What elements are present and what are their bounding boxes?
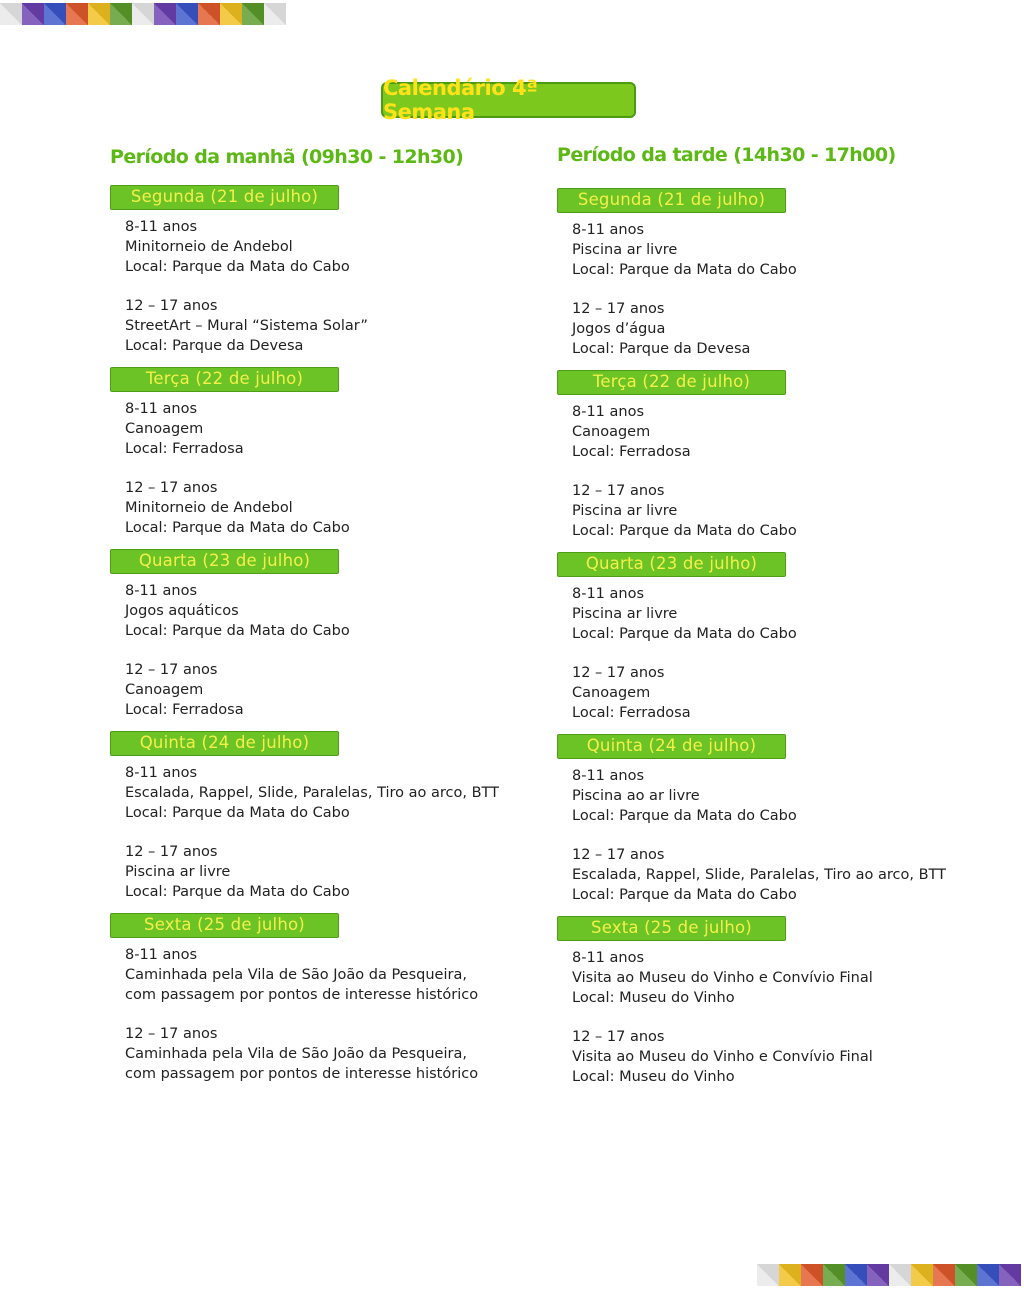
activity-entry: [572, 299, 997, 359]
day-badge: Quinta (24 de julho): [110, 731, 339, 756]
strip-tile: [823, 1264, 845, 1286]
day-entries: [557, 395, 997, 541]
activity-description: Visita ao Museu do Vinho e Convívio Final: [572, 970, 873, 986]
age-group: 8-11 anos: [125, 219, 198, 235]
day-section: [557, 916, 997, 1087]
strip-tile: [889, 1264, 911, 1286]
page-title: Calendário 4ª Semana: [381, 82, 636, 118]
day-badge: Sexta (25 de julho): [557, 916, 786, 941]
day-entries: [110, 210, 530, 356]
day-badge: Sexta (25 de julho): [110, 913, 339, 938]
strip-tile: [22, 3, 44, 25]
activity-description: Canoagem: [125, 682, 204, 698]
activity-location: Local: Parque da Mata do Cabo: [572, 523, 797, 539]
activity-location: Local: Parque da Mata do Cabo: [125, 520, 350, 536]
day-badge: Quinta (24 de julho): [557, 734, 786, 759]
strip-tile: [220, 3, 242, 25]
day-badge: Quarta (23 de julho): [110, 549, 339, 574]
activity-entry: [125, 399, 530, 459]
day-section: [110, 731, 530, 902]
age-group: 12 – 17 anos: [572, 1029, 665, 1045]
strip-tile: [44, 3, 66, 25]
activity-location: Local: Ferradosa: [125, 702, 244, 718]
strip-tile: [198, 3, 220, 25]
strip-tile: [176, 3, 198, 25]
activity-description: Escalada, Rappel, Slide, Paralelas, Tiro ao arco, BTT: [572, 867, 947, 883]
activity-description: Minitorneio de Andebol: [125, 239, 293, 255]
day-badge: Segunda (21 de julho): [110, 185, 339, 210]
age-group: 8-11 anos: [125, 401, 198, 417]
day-entries: [557, 941, 997, 1087]
activity-entry: [572, 481, 997, 541]
day-section: [557, 370, 997, 541]
age-group: 12 – 17 anos: [125, 662, 218, 678]
activity-description: Jogos aquáticos: [125, 603, 239, 619]
age-group: 8-11 anos: [572, 950, 645, 966]
activity-entry: [125, 478, 530, 538]
day-entries: [110, 392, 530, 538]
activity-description: Canoagem: [125, 421, 204, 437]
day-entries: [110, 756, 530, 902]
activity-entry: [125, 660, 530, 720]
strip-tile: [154, 3, 176, 25]
activity-description: Jogos d’água: [572, 321, 666, 337]
day-entries: [557, 213, 997, 359]
strip-tile: [132, 3, 154, 25]
activity-location: Local: Ferradosa: [572, 444, 691, 460]
activity-location: Local: Ferradosa: [125, 441, 244, 457]
age-group: 8-11 anos: [572, 222, 645, 238]
day-entries: [110, 574, 530, 720]
activity-description: Canoagem: [572, 685, 651, 701]
activity-description: Piscina ar livre: [125, 864, 231, 880]
activity-entry: [125, 581, 530, 641]
age-group: 12 – 17 anos: [125, 480, 218, 496]
activity-entry: [125, 217, 530, 277]
decorative-strip-bottom: [757, 1264, 1021, 1286]
activity-location: Local: Parque da Mata do Cabo: [572, 808, 797, 824]
day-badge: Terça (22 de julho): [557, 370, 786, 395]
activity-description: StreetArt – Mural “Sistema Solar”: [125, 318, 368, 334]
day-badge: Quarta (23 de julho): [557, 552, 786, 577]
day-section: [110, 367, 530, 538]
activity-location: Local: Parque da Mata do Cabo: [125, 259, 350, 275]
strip-tile: [933, 1264, 955, 1286]
activity-description: com passagem por pontos de interesse histórico: [125, 987, 479, 1003]
activity-location: Local: Museu do Vinho: [572, 1069, 735, 1085]
activity-location: Local: Museu do Vinho: [572, 990, 735, 1006]
activity-location: Local: Parque da Mata do Cabo: [125, 623, 350, 639]
activity-entry: [572, 402, 997, 462]
activity-location: Local: Parque da Mata do Cabo: [572, 626, 797, 642]
morning-period-heading: Período da manhã (09h30 - 12h30): [110, 146, 464, 168]
age-group: 8-11 anos: [125, 765, 198, 781]
activity-entry: [572, 766, 997, 826]
activity-entry: [572, 845, 997, 905]
age-group: 12 – 17 anos: [125, 298, 218, 314]
strip-tile: [955, 1264, 977, 1286]
strip-tile: [264, 3, 286, 25]
activity-description: com passagem por pontos de interesse histórico: [125, 1066, 479, 1082]
activity-location: Local: Parque da Devesa: [125, 338, 304, 354]
strip-tile: [242, 3, 264, 25]
activity-description: Minitorneio de Andebol: [125, 500, 293, 516]
afternoon-schedule-column: [557, 188, 997, 1098]
day-section: [110, 549, 530, 720]
activity-description: Piscina ar livre: [572, 606, 678, 622]
strip-tile: [110, 3, 132, 25]
morning-schedule-column: [110, 185, 530, 1095]
age-group: 12 – 17 anos: [125, 1026, 218, 1042]
age-group: 8-11 anos: [572, 404, 645, 420]
age-group: 12 – 17 anos: [572, 847, 665, 863]
age-group: 8-11 anos: [125, 947, 198, 963]
strip-tile: [867, 1264, 889, 1286]
activity-entry: [572, 584, 997, 644]
day-section: [557, 734, 997, 905]
activity-entry: [572, 948, 997, 1008]
day-section: [557, 552, 997, 723]
day-section: [557, 188, 997, 359]
day-entries: [557, 759, 997, 905]
activity-location: Local: Ferradosa: [572, 705, 691, 721]
age-group: 12 – 17 anos: [125, 844, 218, 860]
day-badge: Segunda (21 de julho): [557, 188, 786, 213]
activity-entry: [125, 1024, 530, 1084]
activity-description: Visita ao Museu do Vinho e Convívio Final: [572, 1049, 873, 1065]
day-badge: Terça (22 de julho): [110, 367, 339, 392]
activity-entry: [125, 945, 530, 1005]
day-section: [110, 913, 530, 1084]
age-group: 12 – 17 anos: [572, 665, 665, 681]
activity-description: Caminhada pela Vila de São João da Pesqueira,: [125, 1046, 467, 1062]
age-group: 8-11 anos: [572, 768, 645, 784]
strip-tile: [911, 1264, 933, 1286]
age-group: 8-11 anos: [572, 586, 645, 602]
activity-entry: [572, 1027, 997, 1087]
strip-tile: [999, 1264, 1021, 1286]
age-group: 12 – 17 anos: [572, 301, 665, 317]
activity-description: Piscina ao ar livre: [572, 788, 700, 804]
day-entries: [110, 938, 530, 1084]
strip-tile: [66, 3, 88, 25]
activity-description: Piscina ar livre: [572, 503, 678, 519]
activity-entry: [572, 663, 997, 723]
strip-tile: [977, 1264, 999, 1286]
strip-tile: [801, 1264, 823, 1286]
strip-tile: [779, 1264, 801, 1286]
decorative-strip-top: [0, 3, 286, 25]
activity-entry: [572, 220, 997, 280]
activity-entry: [125, 842, 530, 902]
activity-location: Local: Parque da Mata do Cabo: [125, 805, 350, 821]
age-group: 8-11 anos: [125, 583, 198, 599]
strip-tile: [757, 1264, 779, 1286]
strip-tile: [845, 1264, 867, 1286]
activity-entry: [125, 296, 530, 356]
strip-tile: [88, 3, 110, 25]
activity-description: Caminhada pela Vila de São João da Pesqueira,: [125, 967, 467, 983]
activity-location: Local: Parque da Devesa: [572, 341, 751, 357]
activity-description: Escalada, Rappel, Slide, Paralelas, Tiro ao arco, BTT: [125, 785, 500, 801]
afternoon-period-heading: Período da tarde (14h30 - 17h00): [557, 144, 896, 166]
activity-entry: [125, 763, 530, 823]
activity-location: Local: Parque da Mata do Cabo: [572, 262, 797, 278]
age-group: 12 – 17 anos: [572, 483, 665, 499]
activity-description: Canoagem: [572, 424, 651, 440]
day-entries: [557, 577, 997, 723]
activity-description: Piscina ar livre: [572, 242, 678, 258]
strip-tile: [0, 3, 22, 25]
activity-location: Local: Parque da Mata do Cabo: [125, 884, 350, 900]
activity-location: Local: Parque da Mata do Cabo: [572, 887, 797, 903]
day-section: [110, 185, 530, 356]
